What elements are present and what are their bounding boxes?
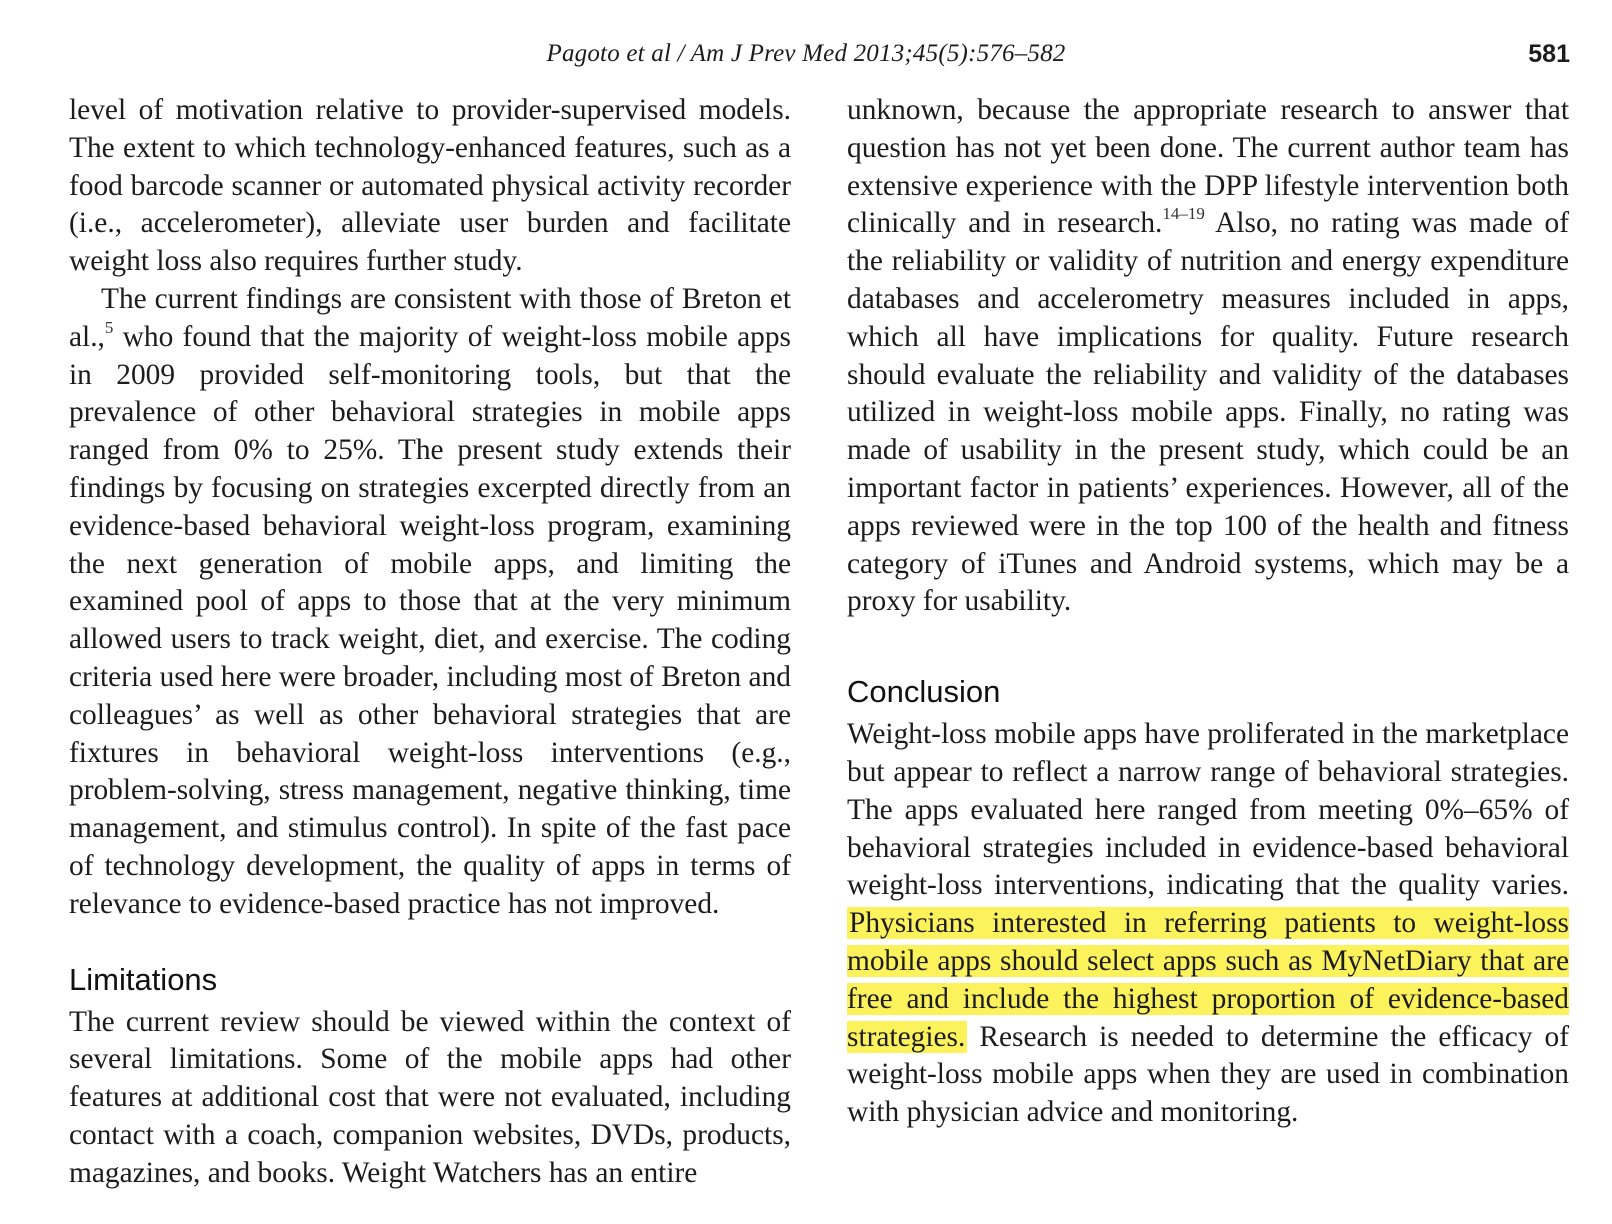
highlighted-text[interactable]: Physicians interested in referring patients to weight-loss mobile apps should select apps such as MyNetDiary that are free and include the highest proportion of evidence-based strategies. bbox=[847, 907, 1569, 1053]
citation-ref[interactable]: 14–19 bbox=[1162, 204, 1205, 224]
paragraph: The current review should be viewed within the context of several limitations. Some of the mobile apps had other features at additional cost that were not evaluated, including contact with a coach, companion websites, DVDs, products, magazines, and books. Weight Watchers has an entire bbox=[69, 1005, 791, 1189]
paragraph-text: Also, no rating was made of the reliability or validity of nutrition and energy expenditure databases and accelerometry measures included in apps, which all have implications for quality. Future research should evaluate the reliability and validity of the databases utilized in weight-loss mobile apps. Finally, no rating was made of usability in the present study, which could be an important factor in patients’ experiences. However, all of the apps reviewed were in the top 100 of the health and fitness category of iTunes and Android systems, which may be a proxy for usability. bbox=[847, 207, 1569, 618]
paragraph bbox=[847, 716, 1569, 1132]
page-number: 581 bbox=[1528, 40, 1570, 68]
section-heading-limitations: Limitations bbox=[69, 961, 218, 997]
paragraph-text: Research is needed to determine the efficacy of weight-loss mobile apps when they are used in combination with physician advice and monitoring. bbox=[847, 1020, 1569, 1129]
running-head: Pagoto et al / Am J Prev Med 2013;45(5):576–582 bbox=[546, 40, 1066, 67]
paragraph-text: Weight-loss mobile apps have proliferated in the marketplace but appear to reflect a narrow range of behavioral strategies. The apps evaluated here ranged from meeting 0%–65% of behavioral strategies included in evidence-based behavioral weight-loss interventions, indicating that the quality varies. bbox=[847, 718, 1569, 902]
section-heading-conclusion: Conclusion bbox=[847, 674, 1001, 710]
paragraph-text: unknown, because the appropriate research to answer that question has not yet been done. The current author team has extensive experience with the DPP lifestyle intervention both clinically and in research. bbox=[847, 94, 1569, 240]
page-header bbox=[0, 40, 1612, 80]
paragraph bbox=[69, 281, 791, 924]
citation-ref[interactable]: 5 bbox=[104, 317, 114, 337]
right-column bbox=[847, 92, 1569, 1132]
paragraph-text: The current findings are consistent with those of Breton et al., bbox=[69, 282, 791, 353]
paragraph-text: who found that the majority of weight-loss mobile apps in 2009 provided self-monitoring tools, but that the prevalence of other behavioral strategies in mobile apps ranged from 0% to 25%. The present study extends their findings by focusing on strategies excerpted directly from an evidence-based behavioral weight-loss program, examining the next generation of mobile apps, and limiting the examined pool of apps to those that at the very minimum allowed users to track weight, diet, and exercise. The coding criteria used here were broader, including most of Breton and colleagues’ as well as other behavioral strategies that are fixtures in behavioral weight-loss interventions (e.g., problem-solving, stress management, negative thinking, time management, and stimulus control). In spite of the fast pace of technology development, the quality of apps in terms of relevance to evidence-based practice has not improved. bbox=[69, 320, 791, 920]
paragraph bbox=[847, 92, 1569, 621]
paragraph: level of motivation relative to provider-supervised models. The extent to which technology-enhanced features, such as a food barcode scanner or automated physical activity recorder (i.e., accelerometer), alleviate user burden and facilitate weight loss also requires further study. bbox=[69, 94, 791, 278]
left-column bbox=[69, 92, 791, 1193]
